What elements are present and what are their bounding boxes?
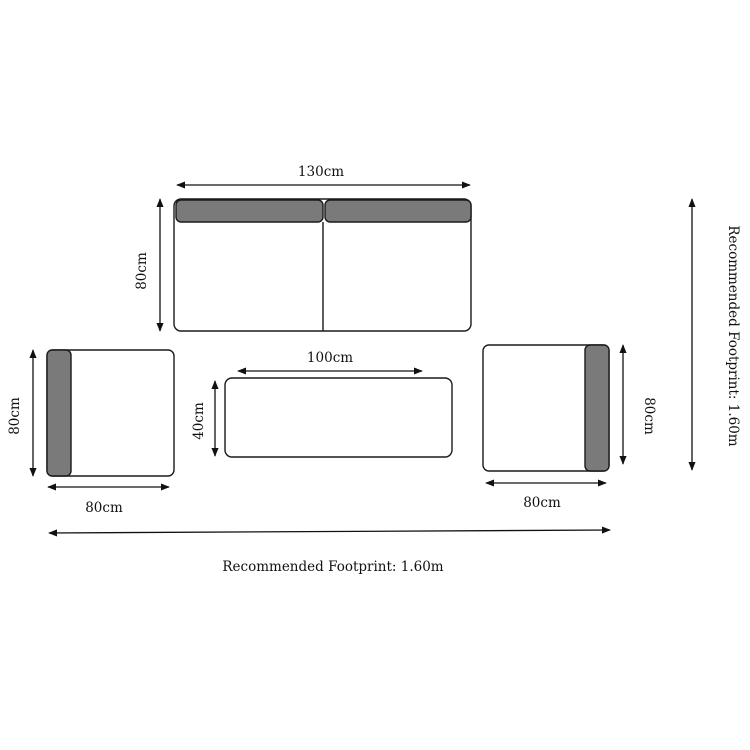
- table-depth-label: 40cm: [191, 402, 207, 440]
- right-armchair-depth-label: 80cm: [641, 397, 657, 435]
- left-armchair-depth-label: 80cm: [7, 397, 23, 435]
- footprint-vertical-label: Recommended Footprint: 1.60m: [725, 225, 741, 447]
- sofa-depth-label: 80cm: [134, 252, 150, 290]
- right-armchair: [483, 345, 609, 471]
- table-width-label: 100cm: [306, 350, 354, 366]
- left-armchair-width-label: 80cm: [85, 500, 123, 516]
- right-armchair-back-cushion: [585, 345, 609, 471]
- footprint-horizontal-label: Recommended Footprint: 1.60m: [222, 559, 444, 575]
- footprint-horizontal-arrow: [49, 530, 610, 533]
- sofa-width-label: 130cm: [297, 164, 345, 180]
- left-armchair-back-cushion: [47, 350, 71, 476]
- sofa-back-cushion-left: [176, 200, 323, 222]
- sofa-back-cushion-right: [325, 200, 471, 222]
- right-armchair-width-label: 80cm: [523, 495, 561, 511]
- coffee-table: [225, 378, 452, 457]
- sofa: [174, 199, 471, 331]
- left-armchair: [47, 350, 174, 476]
